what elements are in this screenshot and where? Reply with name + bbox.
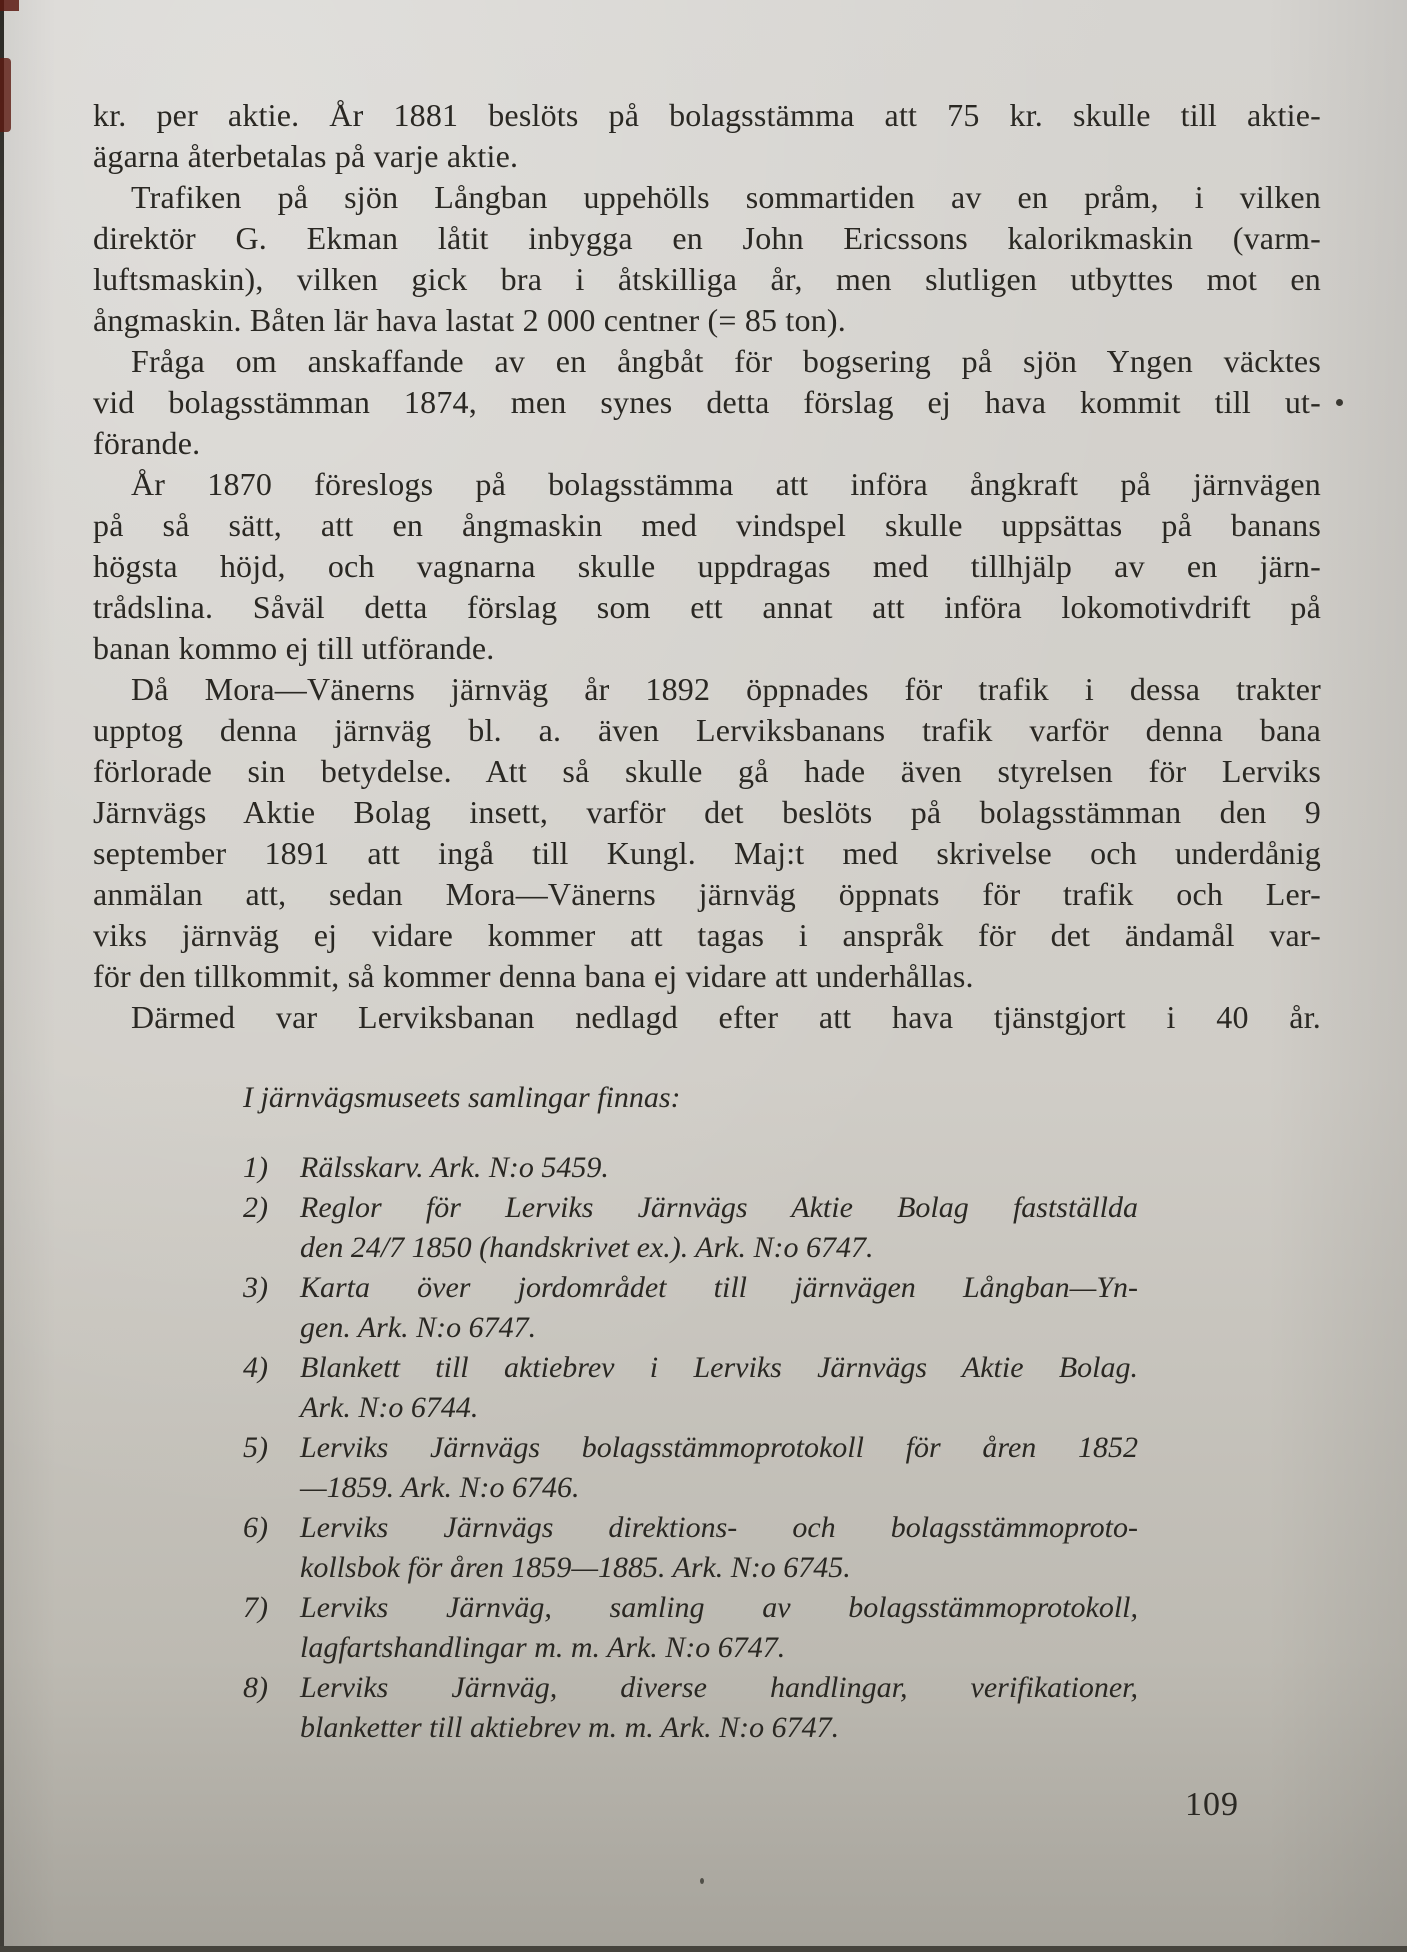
item-line: Lerviks Järnväg, diverse handlingar, verifikationer, (300, 1671, 1138, 1704)
item-line: Reglor för Lerviks Järnvägs Aktie Bolag fastställda (300, 1191, 1138, 1224)
item-number: 4) (243, 1351, 268, 1384)
item-line: Lerviks Järnvägs direktions- och bolagsstämmoproto- (300, 1511, 1138, 1544)
item-text (300, 1348, 1138, 1428)
body-line: september 1891 att ingå till Kungl. Maj:t med skrivelse och underdånig (93, 835, 1321, 871)
body-line: högsta höjd, och vagnarna skulle uppdragas med tillhjälp av en järn- (93, 548, 1321, 584)
body-line: Då Mora—Vänerns järnväg år 1892 öppnades för trafik i dessa trakter (131, 671, 1321, 707)
archive-list (243, 1148, 1143, 1748)
body-line: för den tillkommit, så kommer denna bana ej vidare att underhållas. (93, 958, 974, 994)
item-line: —1859. Ark. N:o 6746. (300, 1471, 580, 1504)
item-line: lagfartshandlingar m. m. Ark. N:o 6747. (300, 1631, 786, 1664)
body-line: luftsmaskin), vilken gick bra i åtskilliga år, men slutligen utbyttes mot en (93, 261, 1321, 297)
item-text (300, 1668, 1138, 1748)
item-line: Rälsskarv. Ark. N:o 5459. (300, 1151, 609, 1184)
body-line: Järnvägs Aktie Bolag insett, varför det beslöts på bolagsstämman den 9 (93, 794, 1321, 830)
archive-list-item (243, 1668, 1143, 1748)
archive-list-item (243, 1588, 1143, 1668)
body-line: på så sätt, att en ångmaskin med vindspel skulle uppsättas på banans (93, 507, 1321, 543)
body-line: Därmed var Lerviksbanan nedlagd efter att hava tjänstgjort i 40 år. (131, 999, 1321, 1035)
scan-corner-mark (0, 58, 11, 132)
item-text (300, 1508, 1138, 1588)
item-number: 8) (243, 1671, 268, 1704)
item-text (300, 1148, 1138, 1188)
body-line: År 1870 föreslogs på bolagsstämma att införa ångkraft på järnvägen (131, 466, 1321, 502)
scan-bottom-edge (0, 1946, 1407, 1952)
item-number: 6) (243, 1511, 268, 1544)
item-line: Ark. N:o 6744. (300, 1391, 479, 1424)
item-line: blanketter till aktiebrev m. m. Ark. N:o 6747. (300, 1711, 840, 1744)
item-line: Blankett till aktiebrev i Lerviks Järnvägs Aktie Bolag. (300, 1351, 1138, 1384)
item-line: den 24/7 1850 (handskrivet ex.). Ark. N:o 6747. (300, 1231, 874, 1264)
archive-list-item (243, 1188, 1143, 1268)
page-number: 109 (1185, 1786, 1239, 1823)
body-line: ägarna återbetalas på varje aktie. (93, 138, 519, 174)
body-line: upptog denna järnväg bl. a. även Lerviksbanans trafik varför denna bana (93, 712, 1321, 748)
item-number: 2) (243, 1191, 268, 1224)
body-line: trådslina. Såväl detta förslag som ett annat att införa lokomotivdrift på (93, 589, 1321, 625)
item-number: 7) (243, 1591, 268, 1624)
item-text (300, 1188, 1138, 1268)
body-line: Trafiken på sjön Långban uppehölls sommartiden av en pråm, i vilken (131, 179, 1321, 215)
item-line: gen. Ark. N:o 6747. (300, 1311, 537, 1344)
ink-speck (1336, 399, 1343, 406)
body-line: direktör G. Ekman låtit inbygga en John Ericssons kalorikmaskin (varm- (93, 220, 1321, 256)
scan-left-edge (0, 0, 4, 1952)
body-line: vid bolagsstämman 1874, men synes detta förslag ej hava kommit till ut- (93, 384, 1321, 420)
item-number: 5) (243, 1431, 268, 1464)
archive-list-item (243, 1508, 1143, 1588)
archive-list-item (243, 1348, 1143, 1428)
item-text (300, 1588, 1138, 1668)
body-line: viks järnväg ej vidare kommer att tagas i anspråk för det ändamål var- (93, 917, 1321, 953)
body-text (93, 95, 1321, 1038)
body-line: ångmaskin. Båten lär hava lastat 2 000 centner (= 85 ton). (93, 302, 846, 338)
item-text (300, 1268, 1138, 1348)
item-line: Lerviks Järnväg, samling av bolagsstämmoprotokoll, (300, 1591, 1138, 1624)
archive-list-item (243, 1428, 1143, 1508)
archive-list-item (243, 1148, 1143, 1188)
scan-corner-mark (0, 0, 19, 11)
body-line: Fråga om anskaffande av en ångbåt för bogsering på sjön Yngen väcktes (131, 343, 1321, 379)
body-line: förande. (93, 425, 201, 461)
item-line: Karta över jordområdet till järnvägen Långban—Yn- (300, 1271, 1138, 1304)
body-line: förlorade sin betydelse. Att så skulle gå hade även styrelsen för Lerviks (93, 753, 1321, 789)
body-line: anmälan att, sedan Mora—Vänerns järnväg öppnats för trafik och Ler- (93, 876, 1321, 912)
item-text (300, 1428, 1138, 1508)
item-line: kollsbok för åren 1859—1885. Ark. N:o 6745. (300, 1551, 851, 1584)
item-number: 3) (243, 1271, 268, 1304)
body-line: banan kommo ej till utförande. (93, 630, 495, 666)
item-number: 1) (243, 1151, 268, 1184)
body-line: kr. per aktie. År 1881 beslöts på bolagsstämma att 75 kr. skulle till aktie- (93, 97, 1321, 133)
item-line: Lerviks Järnvägs bolagsstämmoprotokoll för åren 1852 (300, 1431, 1138, 1464)
ink-speck (700, 1878, 704, 1884)
archive-list-item (243, 1268, 1143, 1348)
archive-heading: I järnvägsmuseets samlingar finnas: (243, 1081, 681, 1114)
archive-section (243, 1078, 1143, 1748)
